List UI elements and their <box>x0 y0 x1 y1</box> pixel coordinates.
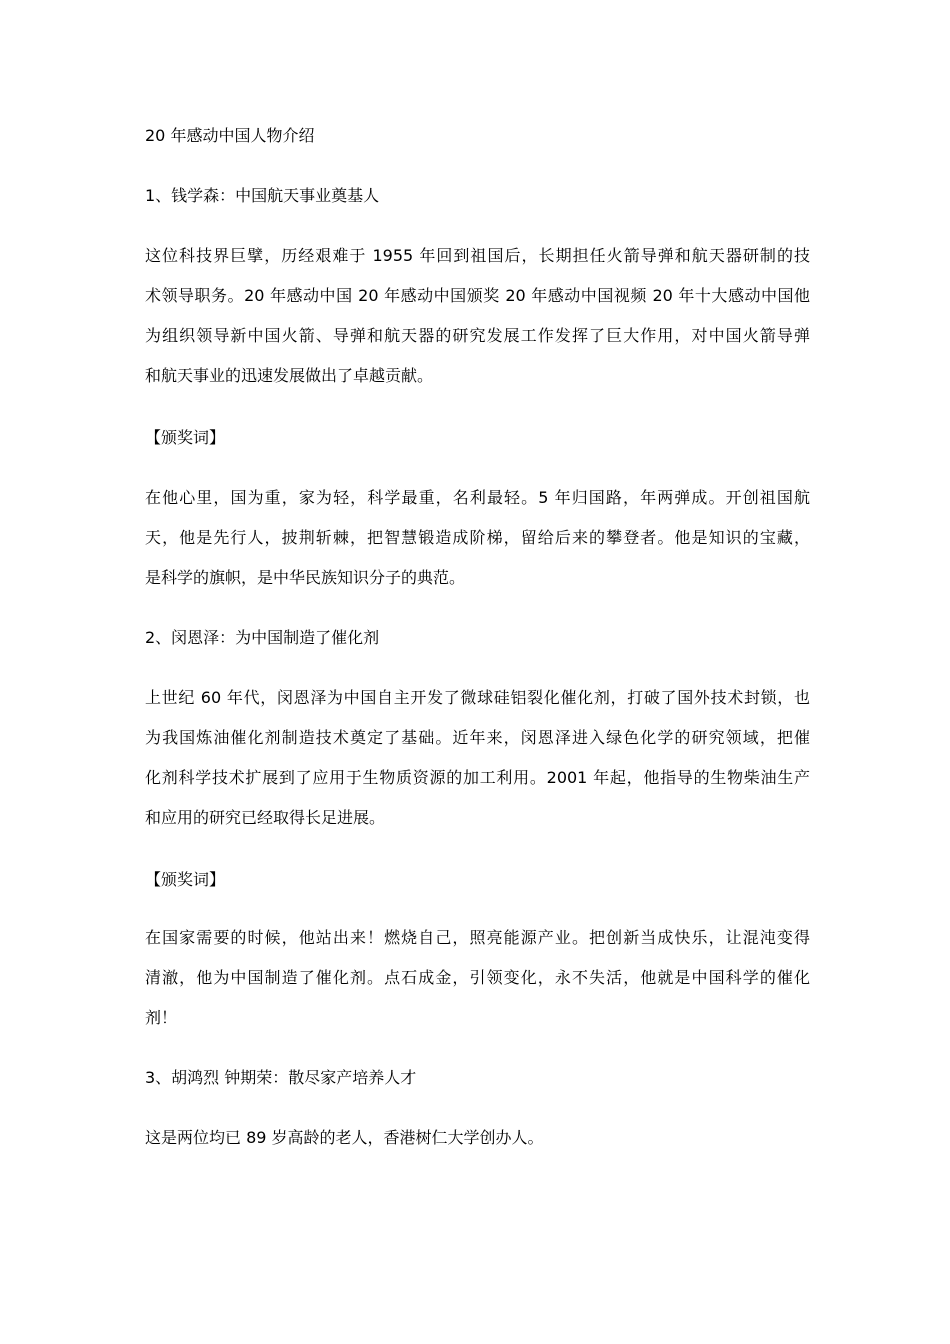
document-title: 20 年感动中国人物介绍 <box>145 126 315 145</box>
section-1-heading: 1、钱学森：中国航天事业奠基人 <box>145 186 380 205</box>
section-1-award-text <box>145 478 810 598</box>
section-2-award-label: 【颁奖词】 <box>145 870 226 889</box>
section-3-heading: 3、胡鸿烈 钟期荣：散尽家产培养人才 <box>145 1068 417 1087</box>
section-2-intro-line: 上世纪 60 年代，闵恩泽为中国自主开发了微球硅铝裂化催化剂，打破了国外技术封锁，也 <box>145 688 810 707</box>
section-2-heading: 2、闵恩泽：为中国制造了催化剂 <box>145 628 380 647</box>
section-2-intro-line: 为我国炼油催化剂制造技术奠定了基础。近年来，闵恩泽进入绿色化学的研究领域，把催 <box>145 728 810 747</box>
section-2-intro <box>145 678 810 838</box>
section-1-intro-line: 和航天事业的迅速发展做出了卓越贡献。 <box>145 366 434 385</box>
section-1-award-line: 天，他是先行人，披荆斩棘，把智慧锻造成阶梯，留给后来的攀登者。他是知识的宝藏， <box>145 528 810 547</box>
section-1-intro-line: 术领导职务。20 年感动中国 20 年感动中国颁奖 20 年感动中国视频 20 年十大感动中国他 <box>145 286 810 305</box>
section-1-intro <box>145 236 810 396</box>
section-2-award-line: 清澈，他为中国制造了催化剂。点石成金，引领变化，永不失活，他就是中国科学的催化 <box>145 968 810 987</box>
section-3-intro <box>145 1118 810 1158</box>
section-1-intro-line: 为组织领导新中国火箭、导弹和航天器的研究发展工作发挥了巨大作用，对中国火箭导弹 <box>145 326 810 345</box>
section-1-award-line: 是科学的旗帜，是中华民族知识分子的典范。 <box>145 568 466 587</box>
section-1-award-label: 【颁奖词】 <box>145 428 226 447</box>
section-2-intro-line: 和应用的研究已经取得长足进展。 <box>145 808 386 827</box>
section-2-intro-line: 化剂科学技术扩展到了应用于生物质资源的加工利用。2001 年起，他指导的生物柴油生产 <box>145 768 810 787</box>
section-3-intro-line: 这是两位均已 89 岁高龄的老人，香港树仁大学创办人。 <box>145 1128 544 1147</box>
section-2-award-line: 在国家需要的时候，他站出来！燃烧自己，照亮能源产业。把创新当成快乐，让混沌变得 <box>145 928 810 947</box>
section-2-award-text <box>145 918 810 1038</box>
section-1-intro-line: 这位科技界巨擘，历经艰难于 1955 年回到祖国后，长期担任火箭导弹和航天器研制的技 <box>145 246 810 265</box>
section-1-award-line: 在他心里，国为重，家为轻，科学最重，名利最轻。5 年归国路，年两弹成。开创祖国航 <box>145 488 810 507</box>
section-2-award-line: 剂！ <box>145 1008 178 1027</box>
